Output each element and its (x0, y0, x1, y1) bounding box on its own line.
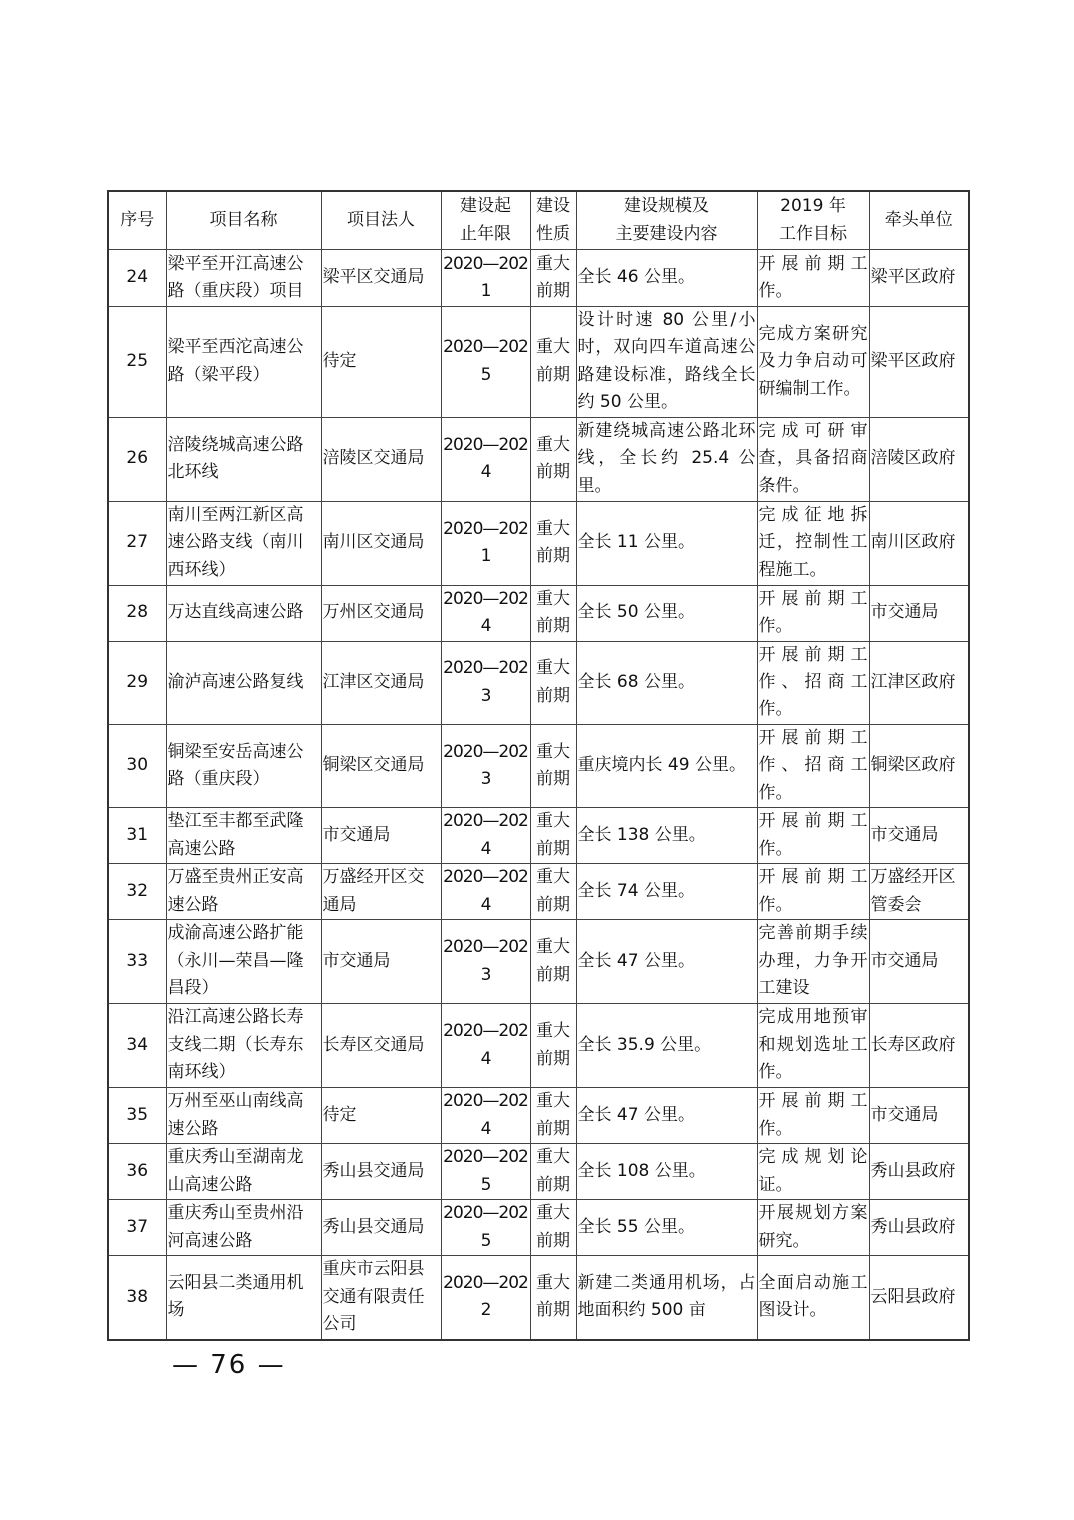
table-row (108, 864, 969, 920)
table-header-row (108, 191, 969, 250)
header-period-line2: 止年限 (460, 223, 511, 244)
cell-period: 2020—2023 (441, 724, 530, 807)
cell-scale: 全长 47 公里。 (576, 1088, 757, 1144)
cell-scale: 全长 108 公里。 (576, 1144, 757, 1200)
cell-num: 33 (108, 920, 166, 1004)
cell-name: 梁平至开江高速公路（重庆段）项目 (166, 250, 321, 307)
cell-goal: 完善前期手续办理，力争开工建设 (757, 920, 869, 1004)
cell-goal: 完成方案研究及力争启动可研编制工作。 (757, 307, 869, 418)
cell-scale: 全长 138 公里。 (576, 808, 757, 864)
cell-period: 2020—2023 (441, 920, 530, 1004)
cell-lead: 秀山县政府 (869, 1200, 969, 1256)
cell-goal: 开展规划方案研究。 (757, 1200, 869, 1256)
cell-goal: 开展前期工作。 (757, 864, 869, 920)
cell-period: 2020—2021 (441, 250, 530, 307)
cell-name: 南川至两江新区高速公路支线（南川西环线） (166, 501, 321, 585)
cell-name: 沿江高速公路长寿支线二期（长寿东南环线） (166, 1004, 321, 1088)
header-nature (530, 191, 576, 250)
cell-legal: 待定 (321, 1088, 441, 1144)
cell-period: 2020—2024 (441, 585, 530, 641)
cell-lead: 市交通局 (869, 1088, 969, 1144)
cell-num: 28 (108, 585, 166, 641)
cell-goal: 完成用地预审和规划选址工作。 (757, 1004, 869, 1088)
cell-num: 31 (108, 808, 166, 864)
cell-period: 2020—2024 (441, 417, 530, 501)
cell-lead: 铜梁区政府 (869, 724, 969, 807)
cell-nature: 重大前期 (530, 417, 576, 501)
cell-lead: 秀山县政府 (869, 1144, 969, 1200)
cell-period: 2020—2021 (441, 501, 530, 585)
cell-nature: 重大前期 (530, 250, 576, 307)
cell-name: 重庆秀山至贵州沿河高速公路 (166, 1200, 321, 1256)
cell-nature: 重大前期 (530, 724, 576, 807)
header-goal-line1: 2019 年 (780, 196, 846, 217)
cell-name: 渝泸高速公路复线 (166, 641, 321, 724)
cell-scale: 重庆境内长 49 公里。 (576, 724, 757, 807)
cell-scale: 全长 11 公里。 (576, 501, 757, 585)
table-row (108, 1256, 969, 1340)
cell-goal: 开展前期工作。 (757, 808, 869, 864)
cell-goal: 开展前期工作、招商工作。 (757, 641, 869, 724)
cell-legal: 铜梁区交通局 (321, 724, 441, 807)
cell-lead: 市交通局 (869, 808, 969, 864)
cell-nature: 重大前期 (530, 641, 576, 724)
cell-goal: 开展前期工作。 (757, 1088, 869, 1144)
cell-num: 35 (108, 1088, 166, 1144)
cell-legal: 市交通局 (321, 808, 441, 864)
table-row (108, 501, 969, 585)
header-scale (576, 191, 757, 250)
cell-legal: 梁平区交通局 (321, 250, 441, 307)
header-nature-line2: 性质 (536, 223, 570, 244)
header-scale-line2: 主要建设内容 (615, 223, 718, 244)
cell-legal: 待定 (321, 307, 441, 418)
cell-lead: 市交通局 (869, 585, 969, 641)
cell-scale: 新建二类通用机场，占地面积约 500 亩 (576, 1256, 757, 1340)
cell-num: 27 (108, 501, 166, 585)
cell-num: 34 (108, 1004, 166, 1088)
cell-legal: 万州区交通局 (321, 585, 441, 641)
cell-period: 2020—2024 (441, 1088, 530, 1144)
table-row (108, 1088, 969, 1144)
cell-nature: 重大前期 (530, 1088, 576, 1144)
cell-scale: 全长 47 公里。 (576, 920, 757, 1004)
cell-scale: 全长 68 公里。 (576, 641, 757, 724)
cell-goal: 完成征地拆迁，控制性工程施工。 (757, 501, 869, 585)
cell-num: 38 (108, 1256, 166, 1340)
cell-legal: 江津区交通局 (321, 641, 441, 724)
header-goal (757, 191, 869, 250)
cell-num: 25 (108, 307, 166, 418)
cell-period: 2020—2025 (441, 1200, 530, 1256)
cell-goal: 开展前期工作。 (757, 250, 869, 307)
cell-nature: 重大前期 (530, 808, 576, 864)
cell-nature: 重大前期 (530, 1004, 576, 1088)
page-number: — 76 — (172, 1350, 286, 1380)
table-row (108, 250, 969, 307)
cell-goal: 开展前期工作。 (757, 585, 869, 641)
cell-scale: 全长 35.9 公里。 (576, 1004, 757, 1088)
cell-lead: 市交通局 (869, 920, 969, 1004)
cell-nature: 重大前期 (530, 585, 576, 641)
cell-legal: 万盛经开区交通局 (321, 864, 441, 920)
cell-legal: 重庆市云阳县交通有限责任公司 (321, 1256, 441, 1340)
table-body (108, 250, 969, 1340)
cell-lead: 涪陵区政府 (869, 417, 969, 501)
cell-num: 24 (108, 250, 166, 307)
cell-period: 2020—2023 (441, 641, 530, 724)
cell-goal: 全面启动施工图设计。 (757, 1256, 869, 1340)
header-goal-line2: 工作目标 (779, 223, 847, 244)
cell-period: 2020—2024 (441, 808, 530, 864)
cell-lead: 南川区政府 (869, 501, 969, 585)
cell-scale: 全长 74 公里。 (576, 864, 757, 920)
table-row (108, 1144, 969, 1200)
table-row (108, 417, 969, 501)
cell-name: 梁平至西沱高速公路（梁平段） (166, 307, 321, 418)
cell-period: 2020—2022 (441, 1256, 530, 1340)
cell-lead: 长寿区政府 (869, 1004, 969, 1088)
cell-name: 成渝高速公路扩能（永川—荣昌—隆昌段） (166, 920, 321, 1004)
header-name: 项目名称 (166, 191, 321, 250)
header-period (441, 191, 530, 250)
cell-scale: 设计时速 80 公里/小时，双向四车道高速公路建设标准，路线全长约 50 公里。 (576, 307, 757, 418)
cell-name: 垫江至丰都至武隆高速公路 (166, 808, 321, 864)
cell-name: 万盛至贵州正安高速公路 (166, 864, 321, 920)
header-legal: 项目法人 (321, 191, 441, 250)
table-row (108, 1200, 969, 1256)
cell-lead: 万盛经开区管委会 (869, 864, 969, 920)
table-row (108, 920, 969, 1004)
cell-num: 29 (108, 641, 166, 724)
cell-num: 37 (108, 1200, 166, 1256)
cell-nature: 重大前期 (530, 1200, 576, 1256)
cell-goal: 完成规划论证。 (757, 1144, 869, 1200)
cell-legal: 秀山县交通局 (321, 1200, 441, 1256)
cell-name: 万州至巫山南线高速公路 (166, 1088, 321, 1144)
cell-nature: 重大前期 (530, 1256, 576, 1340)
header-period-line1: 建设起 (460, 196, 511, 217)
cell-lead: 梁平区政府 (869, 307, 969, 418)
header-scale-line1: 建设规模及 (624, 196, 709, 217)
cell-legal: 南川区交通局 (321, 501, 441, 585)
project-table (107, 190, 970, 1341)
table-row (108, 724, 969, 807)
cell-period: 2020—2025 (441, 307, 530, 418)
cell-goal: 完成可研审查，具备招商条件。 (757, 417, 869, 501)
cell-lead: 云阳县政府 (869, 1256, 969, 1340)
cell-nature: 重大前期 (530, 307, 576, 418)
header-num: 序号 (108, 191, 166, 250)
cell-nature: 重大前期 (530, 920, 576, 1004)
cell-num: 32 (108, 864, 166, 920)
cell-legal: 涪陵区交通局 (321, 417, 441, 501)
cell-legal: 市交通局 (321, 920, 441, 1004)
table-row (108, 307, 969, 418)
table-row (108, 808, 969, 864)
cell-name: 铜梁至安岳高速公路（重庆段） (166, 724, 321, 807)
cell-nature: 重大前期 (530, 864, 576, 920)
cell-name: 涪陵绕城高速公路北环线 (166, 417, 321, 501)
cell-num: 36 (108, 1144, 166, 1200)
cell-lead: 梁平区政府 (869, 250, 969, 307)
cell-num: 30 (108, 724, 166, 807)
cell-period: 2020—2024 (441, 864, 530, 920)
cell-legal: 秀山县交通局 (321, 1144, 441, 1200)
cell-scale: 全长 50 公里。 (576, 585, 757, 641)
cell-name: 重庆秀山至湖南龙山高速公路 (166, 1144, 321, 1200)
cell-scale: 新建绕城高速公路北环线，全长约 25.4 公里。 (576, 417, 757, 501)
cell-num: 26 (108, 417, 166, 501)
cell-legal: 长寿区交通局 (321, 1004, 441, 1088)
cell-nature: 重大前期 (530, 501, 576, 585)
cell-name: 云阳县二类通用机场 (166, 1256, 321, 1340)
table-row (108, 641, 969, 724)
cell-period: 2020—2024 (441, 1004, 530, 1088)
table-row (108, 585, 969, 641)
cell-nature: 重大前期 (530, 1144, 576, 1200)
cell-goal: 开展前期工作、招商工作。 (757, 724, 869, 807)
cell-name: 万达直线高速公路 (166, 585, 321, 641)
cell-scale: 全长 46 公里。 (576, 250, 757, 307)
header-nature-line1: 建设 (536, 196, 570, 217)
header-lead: 牵头单位 (869, 191, 969, 250)
table-row (108, 1004, 969, 1088)
cell-scale: 全长 55 公里。 (576, 1200, 757, 1256)
cell-lead: 江津区政府 (869, 641, 969, 724)
cell-period: 2020—2025 (441, 1144, 530, 1200)
